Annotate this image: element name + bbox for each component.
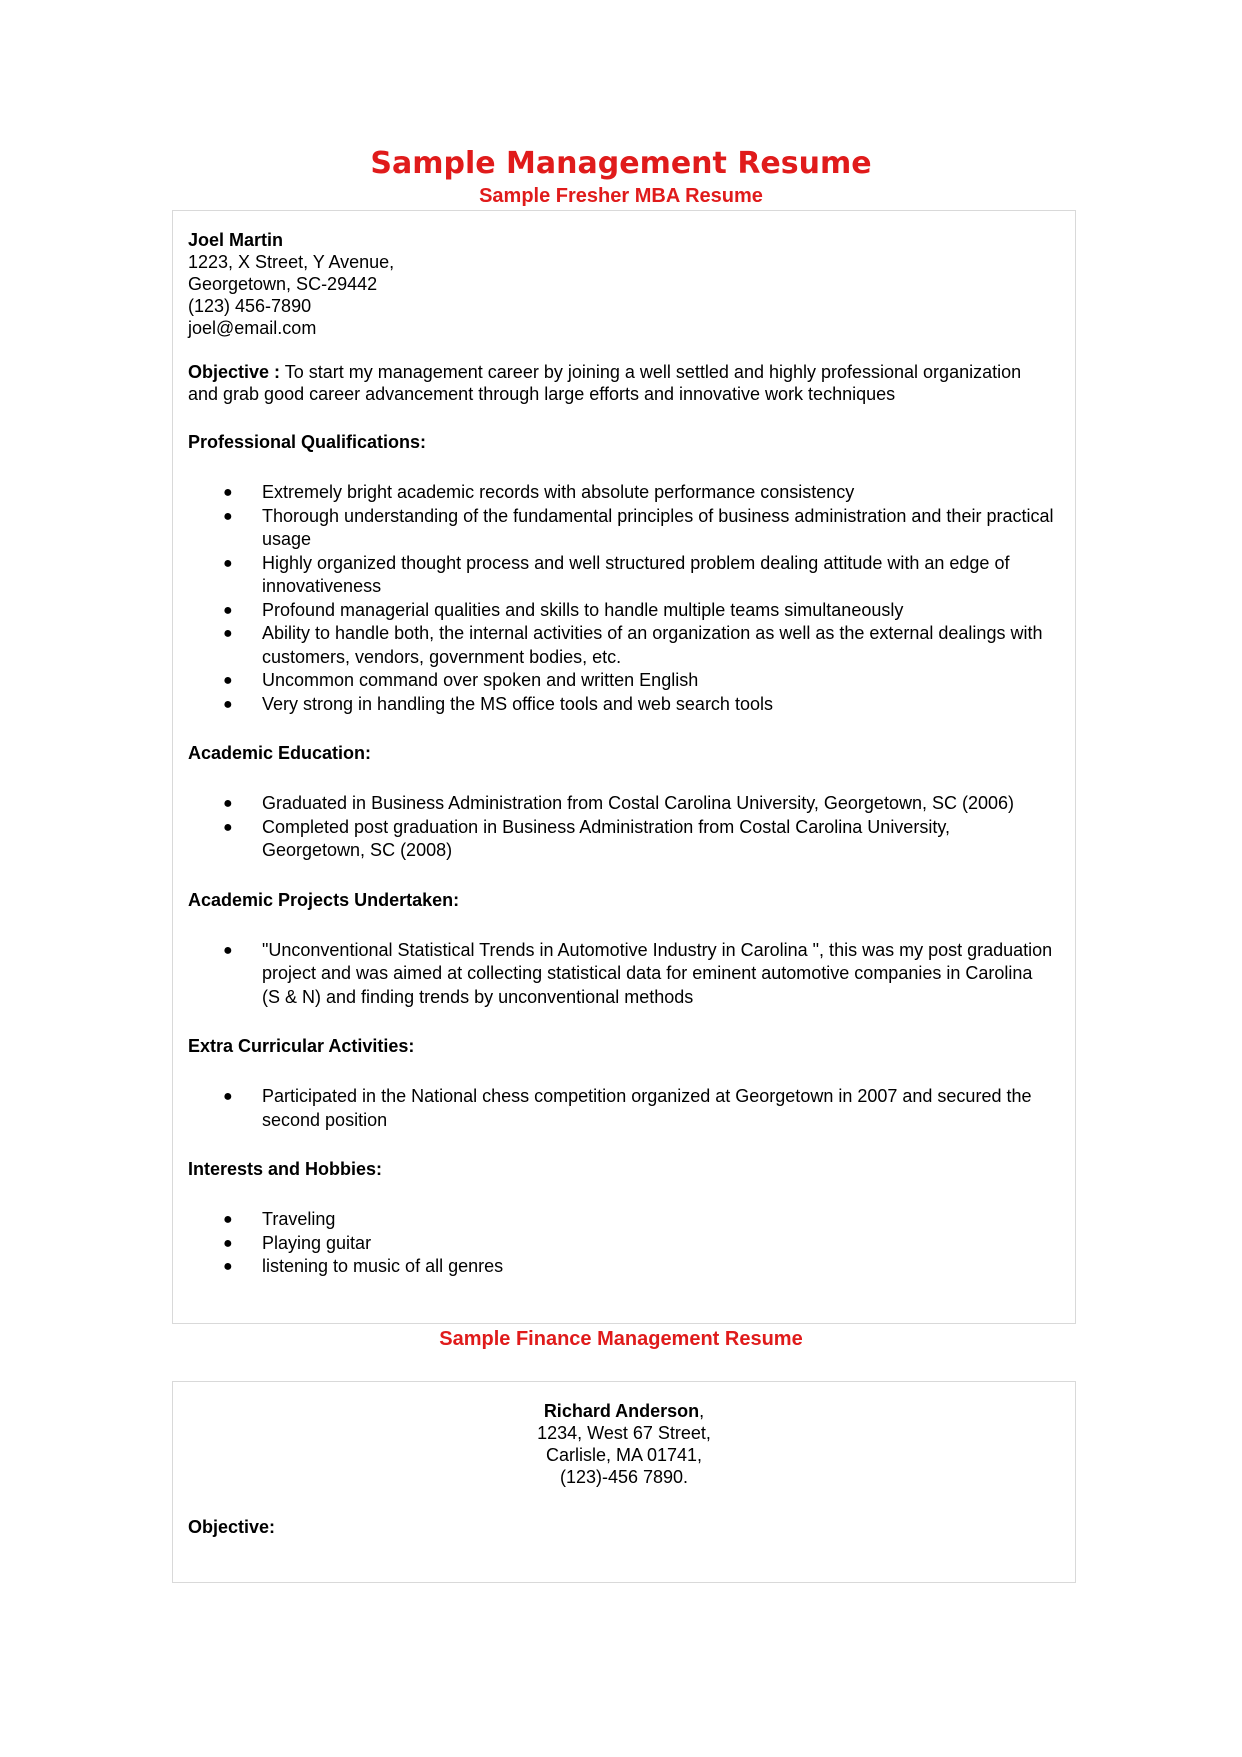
list-item-text: listening to music of all genres [262,1256,504,1276]
list-item-text: Playing guitar [262,1232,372,1253]
list-item [188,552,1055,599]
resume-card-finance [172,1381,1076,1583]
section-heading: Professional Qualifications: [188,432,427,452]
list-item-text: Highly organized thought process and well structured problem dealing attitude with an edge of innovativeness [262,552,1010,596]
resume-card-fresher-mba [172,210,1076,1324]
list-item-text: Completed post graduation in Business Administration from Costal Carolina University, Georgetown, SC (2008) [262,816,950,860]
bullet-icon: ● [223,625,233,642]
list-item [188,622,1055,669]
list-item-text: Extremely bright academic records with absolute performance consistency [262,482,855,502]
page-subtitle: Sample Fresher MBA Resume [479,185,763,207]
finance-resume-title: Sample Finance Management Resume [439,1328,803,1350]
list-item-text: Traveling [262,1209,336,1229]
list-item [188,599,1055,623]
list-item [188,1232,1055,1256]
bullet-icon: ● [223,484,233,501]
list-item-text: Very strong in handling the MS office tools and web search tools [262,693,773,714]
list-item [188,1255,1055,1279]
list-item [188,1208,1055,1232]
list-item [188,939,1055,1010]
finance-address-line-2: Carlisle, MA 01741, [545,1445,703,1465]
section-heading: Academic Projects Undertaken: [188,889,460,910]
finance-address-line-1: 1234, West 67 Street, [537,1423,711,1443]
list-item-text: Thorough understanding of the fundamental principles of business administration and their practical usage [262,505,1054,549]
bullet-list [188,481,1055,716]
finance-candidate-name: Richard Anderson [543,1401,700,1421]
page-title: Sample Management Resume [370,146,872,181]
bullet-list [188,1085,1055,1132]
list-item-text: "Unconventional Statistical Trends in Automotive Industry in Carolina ", this was my post graduation project and was aimed at collecting statistical data for eminent automotive companies in Carolina (S & N) and finding trends by unconventional methods [262,939,1053,1007]
bullet-icon: ● [223,601,233,619]
section-heading: Interests and Hobbies: [188,1159,383,1179]
objective-paragraph [188,361,1055,405]
bullet-list [188,1208,1055,1279]
address-line-1: 1223, X Street, Y Avenue, [188,252,395,272]
bullet-icon: ● [223,1234,233,1252]
list-item-text: Graduated in Business Administration from Costal Carolina University, Georgetown, SC (2006) [262,793,1015,813]
list-item-text: Ability to handle both, the internal activities of an organization as well as the external dealings with customers, vendors, government bodies, etc. [262,623,1043,667]
bullet-icon: ● [223,554,233,572]
objective-label: Objective : [188,362,281,382]
resume-sections [188,431,1055,1279]
bullet-list [188,939,1055,1010]
list-item [188,792,1055,816]
contact-block [188,229,1055,339]
email-address: joel@email.com [188,318,317,338]
list-item [188,505,1055,552]
finance-contact-block [173,1382,1075,1488]
bullet-icon: ● [223,818,233,836]
bullet-icon: ● [223,795,233,812]
list-item-text: Uncommon command over spoken and written English [262,670,699,690]
address-line-2: Georgetown, SC-29442 [188,274,378,294]
finance-name-line [173,1400,1075,1422]
section-heading: Academic Education: [188,743,372,763]
bullet-icon: ● [223,695,233,713]
finance-objective-label: Objective: [188,1517,276,1537]
finance-phone-number: (123)-456 7890. [559,1467,689,1487]
list-item-text: Profound managerial qualities and skills to handle multiple teams simultaneously [262,599,904,620]
candidate-name: Joel Martin [188,230,284,250]
phone-number: (123) 456-7890 [188,296,312,316]
list-item [188,693,1055,717]
bullet-icon: ● [223,507,233,525]
bullet-icon: ● [223,672,233,689]
list-item-text: Participated in the National chess competition organized at Georgetown in 2007 and secured the second position [262,1086,1032,1130]
bullet-icon: ● [223,1211,233,1228]
bullet-icon: ● [223,1258,233,1275]
bullet-icon: ● [223,1088,233,1105]
list-item [188,481,1055,505]
bullet-icon: ● [223,941,233,959]
list-item [188,1085,1055,1132]
list-item [188,669,1055,693]
list-item [188,816,1055,863]
objective-text: To start my management career by joining a well settled and highly professional organization and grab good career advancement through large efforts and innovative work techniques [188,362,1022,404]
section-heading: Extra Curricular Activities: [188,1036,415,1056]
finance-name-suffix: , [699,1401,705,1421]
bullet-list [188,792,1055,863]
